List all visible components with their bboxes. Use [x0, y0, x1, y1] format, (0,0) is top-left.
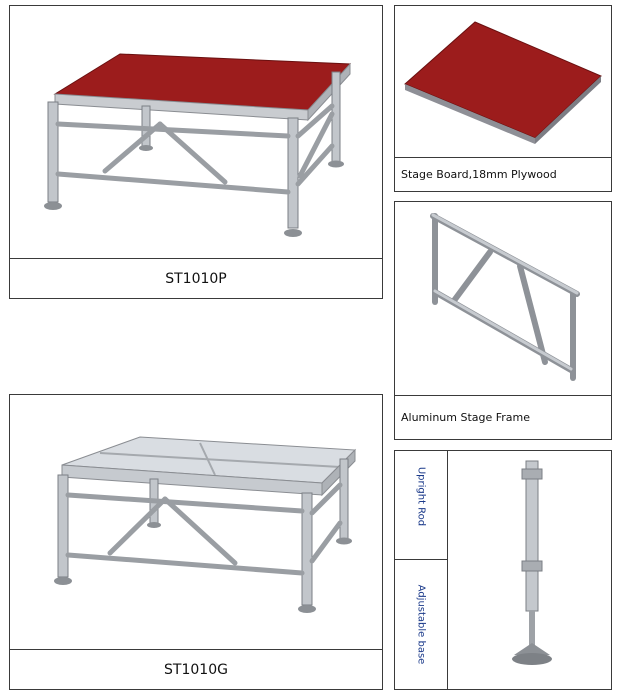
component-label: Aluminum Stage Frame [401, 411, 531, 424]
component-panel-stage-frame [394, 201, 612, 440]
label-divider [395, 559, 447, 560]
label-column [395, 451, 448, 689]
component-label: Stage Board,18mm Plywood [401, 168, 557, 181]
upright-rod-image [450, 451, 611, 689]
component-panel-stage-board [394, 5, 612, 192]
component-panel-upright-rod [394, 450, 612, 690]
product-label: ST1010G [164, 661, 228, 678]
product-panel-st1010g [9, 394, 383, 690]
product-caption [10, 649, 382, 689]
stage-frame-image [395, 202, 611, 395]
component-caption [395, 395, 611, 439]
stage-st1010p-image [10, 6, 382, 258]
product-panel-st1010p [9, 5, 383, 299]
upright-rod-label: Upright Rod [415, 466, 427, 527]
adjustable-base-label: Adjustable base [415, 584, 427, 665]
stage-board-image [395, 6, 611, 158]
stage-st1010g-image [10, 395, 382, 649]
product-caption [10, 258, 382, 298]
product-label: ST1010P [165, 270, 227, 287]
component-caption [395, 157, 611, 191]
